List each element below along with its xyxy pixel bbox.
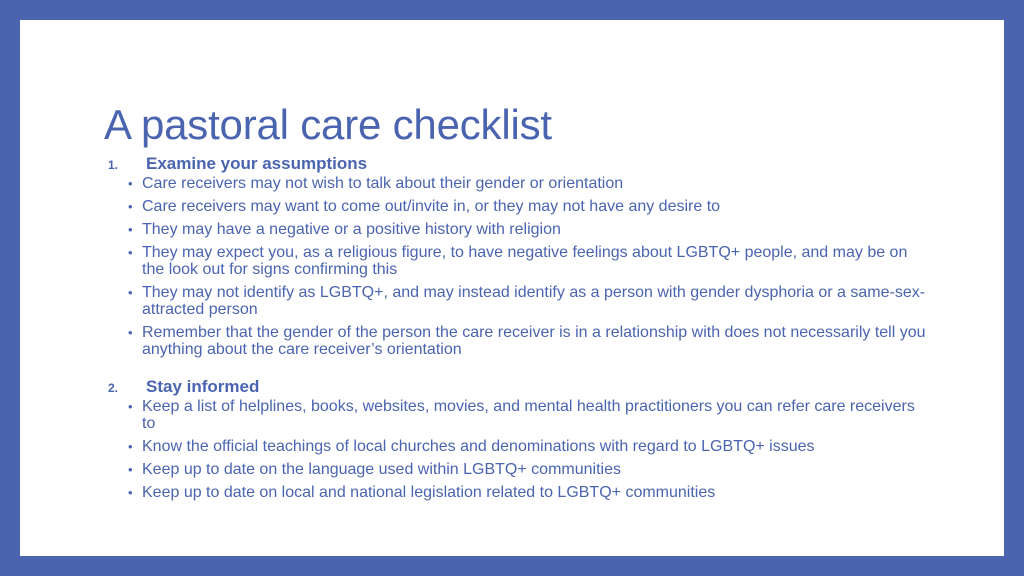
list-item: • Care receivers may want to come out/invite in, or they may not have any desire to <box>142 198 928 215</box>
list-item: • They may not identify as LGBTQ+, and may instead identify as a person with gender dysphoria or a same-sex-attracted person <box>142 284 928 318</box>
section-heading <box>108 155 928 175</box>
section-examine-assumptions <box>108 155 928 364</box>
section-stay-informed <box>108 378 928 507</box>
page-title: A pastoral care checklist <box>104 101 552 148</box>
list-item: • Keep a list of helplines, books, websites, movies, and mental health practitioners you can refer care receivers to <box>142 398 928 432</box>
list-item: • Remember that the gender of the person the care receiver is in a relationship with does not necessarily tell you anything about the care receiver’s orientation <box>142 324 928 358</box>
section-title: Stay informed <box>146 377 260 396</box>
bullet-list <box>108 175 928 358</box>
list-item: • Know the official teachings of local churches and denominations with regard to LGBTQ+ issues <box>142 438 928 455</box>
slide-panel <box>20 20 1004 556</box>
list-item: • Keep up to date on the language used within LGBTQ+ communities <box>142 461 928 478</box>
list-item: • They may expect you, as a religious figure, to have negative feelings about LGBTQ+ people, and may be on the look out for signs confirming this <box>142 244 928 278</box>
section-heading <box>108 378 928 398</box>
list-item: • Care receivers may not wish to talk about their gender or orientation <box>142 175 928 192</box>
section-number: 1. <box>108 158 119 172</box>
section-number: 2. <box>108 381 119 395</box>
list-item: • Keep up to date on local and national legislation related to LGBTQ+ communities <box>142 484 928 501</box>
bullet-list <box>108 398 928 501</box>
section-title: Examine your assumptions <box>146 154 368 173</box>
list-item: • They may have a negative or a positive history with religion <box>142 221 928 238</box>
